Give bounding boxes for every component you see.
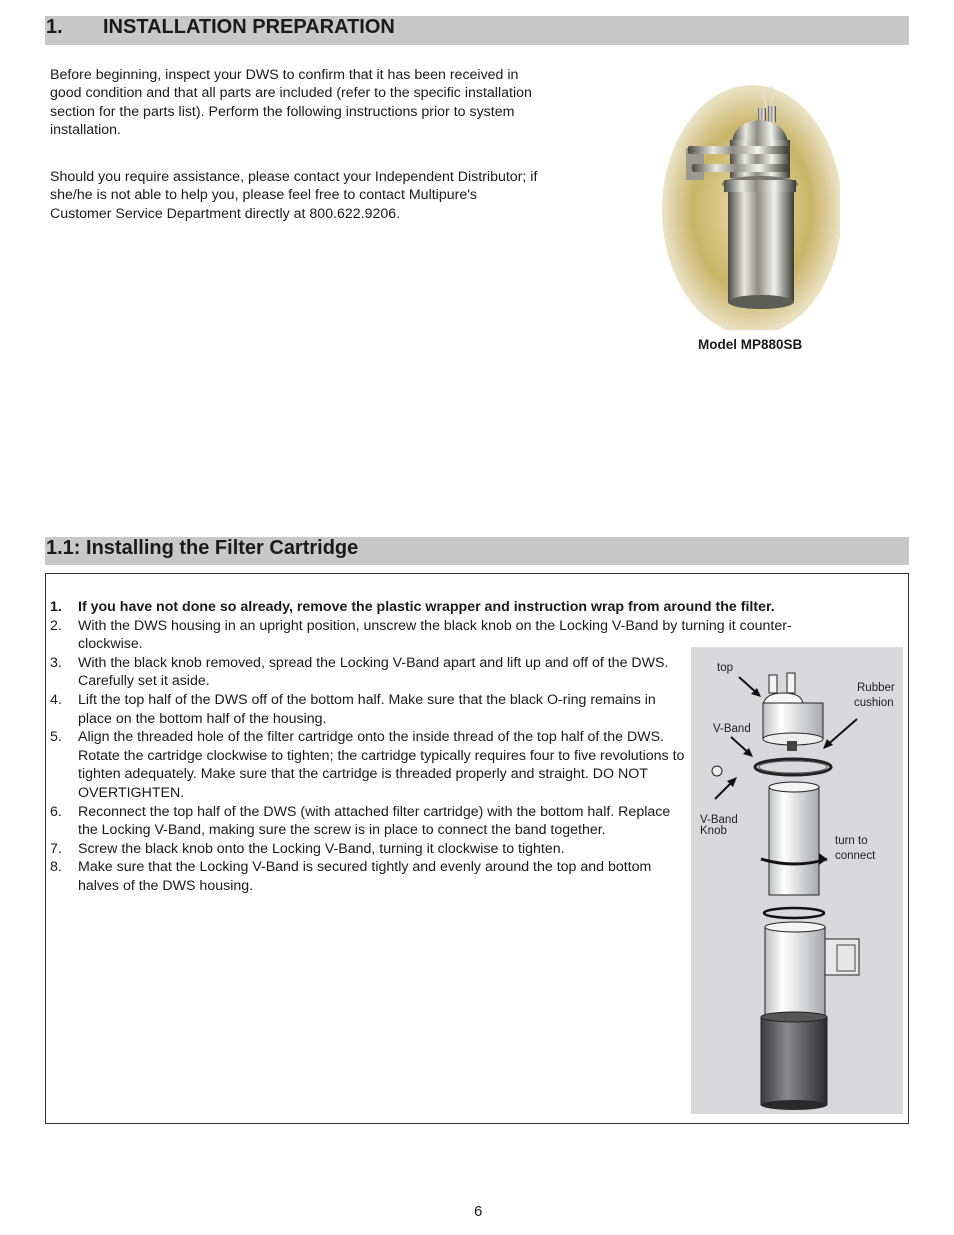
label-turn-line1: turn to [835,835,868,847]
step-item [50,691,690,728]
step-item [50,654,690,691]
section-number: 1. [46,16,63,38]
step-text: Make sure that the Locking V-Band is secured tightly and evenly around the top and bottom halves of the DWS housing. [78,859,652,894]
step-item [50,858,690,895]
section-title: INSTALLATION PREPARATION [103,16,395,38]
step-item [50,803,690,840]
step-number: 3. [50,654,62,671]
step-text: Align the threaded hole of the filter cartridge onto the inside thread of the top half of the DWS. Rotate the cartridge clockwise to tighten; the cartridge typically requires four to five revolutions to tighten adequately. Make sure that the cartridge is threaded properly and straight. DO NOT OVERTIGHTEN. [78,729,685,801]
step-item [50,598,883,617]
label-knob-line1: V-Band [700,814,738,826]
step-text: Screw the black knob onto the Locking V-Band, turning it clockwise to tighten. [78,840,565,857]
step-item [50,728,690,802]
installation-steps-list [50,598,792,896]
step-number: 4. [50,691,62,708]
exploded-assembly-diagram [691,647,903,1114]
step-item [50,840,690,859]
step-number: 1. [50,599,62,615]
intro-paragraph-inspect: Before beginning, inspect your DWS to confirm that it has been received in good condition and that all parts are included (refer to the specific installation section for the parts list). Perform the following instructions prior to system installation. [50,67,532,138]
step-text: Lift the top half of the DWS off of the bottom half. Make sure that the black O-ring remains in place on the bottom half of the housing. [78,691,656,727]
section-header-installing-filter-cartridge [45,537,909,565]
step-number: 5. [50,729,62,746]
label-turn-line2: connect [835,850,876,862]
step-text: With the black knob removed, spread the Locking V-Band apart and lift up and off of the DWS. Carefully set it aside. [78,654,669,690]
section-title: 1.1: Installing the Filter Cartridge [46,537,359,559]
label-knob-line2: Knob [700,825,727,837]
intro-paragraph-assistance: Should you require assistance, please contact your Independent Distributor; if she/he is not able to help you, please feel free to contact Multipure's Customer Service Department directly at 800.622.9206. [50,169,538,222]
product-photo-mp880sb [660,80,840,330]
step-number: 8. [50,859,62,876]
step-text: Reconnect the top half of the DWS (with attached filter cartridge) with the bottom half. Replace the Locking V-Band, making sure the screw is in place to connect the band together. [78,803,671,839]
section-header-installation-preparation [45,16,909,45]
step-number: 2. [50,617,62,634]
step-number: 7. [50,840,62,857]
label-rubber-line2: cushion [854,697,894,709]
step-text: With the DWS housing in an upright position, unscrew the black knob on the Locking V-Band by turning it counter- clockwise. [78,617,792,653]
label-vband: V-Band [713,723,751,735]
page-number: 6 [474,1203,483,1220]
step-text: If you have not done so already, remove the plastic wrapper and instruction wrap from around the filter. [78,599,775,615]
step-number: 6. [50,803,62,820]
label-rubber-line1: Rubber [857,682,895,694]
label-top: top [717,662,733,674]
assembly-drawing [691,647,903,1114]
photo-caption: Model MP880SB [698,337,803,352]
